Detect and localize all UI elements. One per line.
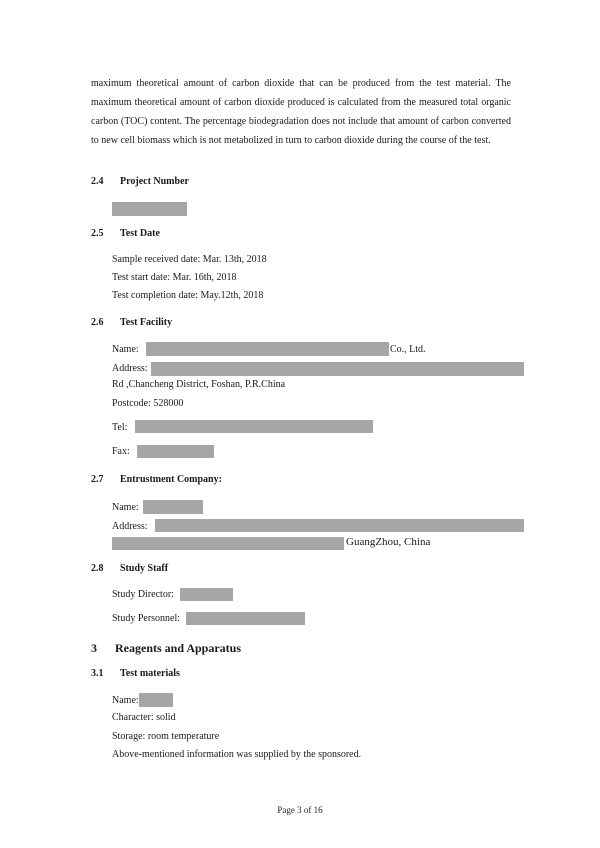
- facility-address-label: Address:: [112, 363, 148, 374]
- intro-paragraph: maximum theoretical amount of carbon dioxide that can be produced from the test material. The maximum theoretical amount of carbon dioxide produced is calculated from the measured total organic carbon (TOC) content. The percentage biodegradation does not include that amount of carbon converted to new cell biomass which is not metabolized in turn to carbon dioxide during the course of the test.: [91, 78, 511, 146]
- facility-name-suffix: Co., Ltd.: [390, 344, 426, 355]
- company-address-suffix: GuangZhou, China: [346, 536, 431, 548]
- redacted-facility-address: [151, 362, 524, 376]
- company-name-label: Name:: [112, 502, 139, 513]
- redacted-facility-tel: [135, 420, 373, 433]
- section-number: 2.7: [91, 474, 104, 485]
- redacted-company-address: [155, 519, 524, 532]
- facility-postcode: [112, 398, 183, 409]
- section-2-8-heading: [91, 563, 168, 574]
- facility-name-label: Name:: [112, 344, 139, 355]
- study-director-label: Study Director:: [112, 589, 174, 600]
- section-title: Test materials: [120, 668, 180, 679]
- redacted-study-personnel: [186, 612, 305, 625]
- redacted-facility-name: [146, 342, 389, 356]
- section-number: 2.4: [91, 176, 104, 187]
- material-storage: Storage: room temperature: [112, 731, 220, 742]
- section-title: Study Staff: [120, 563, 169, 574]
- section-number: 2.5: [91, 228, 104, 239]
- redacted-company-name: [143, 500, 203, 514]
- section-number: 3: [91, 641, 97, 655]
- material-note: Above-mentioned information was supplied by the sponsored.: [112, 749, 362, 760]
- redacted-project-number: [112, 202, 187, 216]
- section-title: Project Number: [120, 176, 189, 187]
- test-start-date: Test start date: Mar. 16th, 2018: [112, 272, 237, 283]
- material-name-label: Name:: [112, 695, 139, 706]
- section-number: 2.8: [91, 563, 104, 574]
- section-2-5-heading: [91, 228, 160, 239]
- page-footer: Page 3 of 16: [277, 805, 323, 815]
- section-title: Test Date: [120, 228, 160, 239]
- section-number: 2.6: [91, 317, 104, 328]
- section-2-6-heading: [91, 317, 172, 328]
- postcode-label: Postcode:: [112, 398, 154, 409]
- facility-fax-label: Fax:: [112, 446, 130, 457]
- section-2-7-heading: [91, 474, 222, 485]
- facility-tel-label: Tel:: [112, 422, 128, 433]
- redacted-company-address-line2: [112, 537, 344, 550]
- redacted-study-director: [180, 588, 233, 601]
- section-title: Entrustment Company:: [120, 474, 222, 485]
- section-number: 3.1: [91, 668, 104, 679]
- redacted-facility-fax: [137, 445, 214, 458]
- material-character: Character: solid: [112, 712, 176, 723]
- section-title: Test Facility: [120, 317, 173, 328]
- section-2-4-heading: [91, 176, 189, 187]
- study-personnel-label: Study Personnel:: [112, 613, 181, 624]
- postcode-value: 528000: [153, 398, 184, 409]
- facility-address-line2: Rd ,Chancheng District, Foshan, P.R.China: [112, 379, 286, 390]
- section-3-heading: [91, 641, 241, 656]
- section-title: Reagents and Apparatus: [115, 641, 242, 655]
- company-address-label: Address:: [112, 521, 148, 532]
- section-3-1-heading: [91, 668, 180, 679]
- test-completion-date: Test completion date: May.12th, 2018: [112, 290, 264, 301]
- sample-received-date: Sample received date: Mar. 13th, 2018: [112, 254, 267, 265]
- redacted-material-name: [139, 693, 173, 707]
